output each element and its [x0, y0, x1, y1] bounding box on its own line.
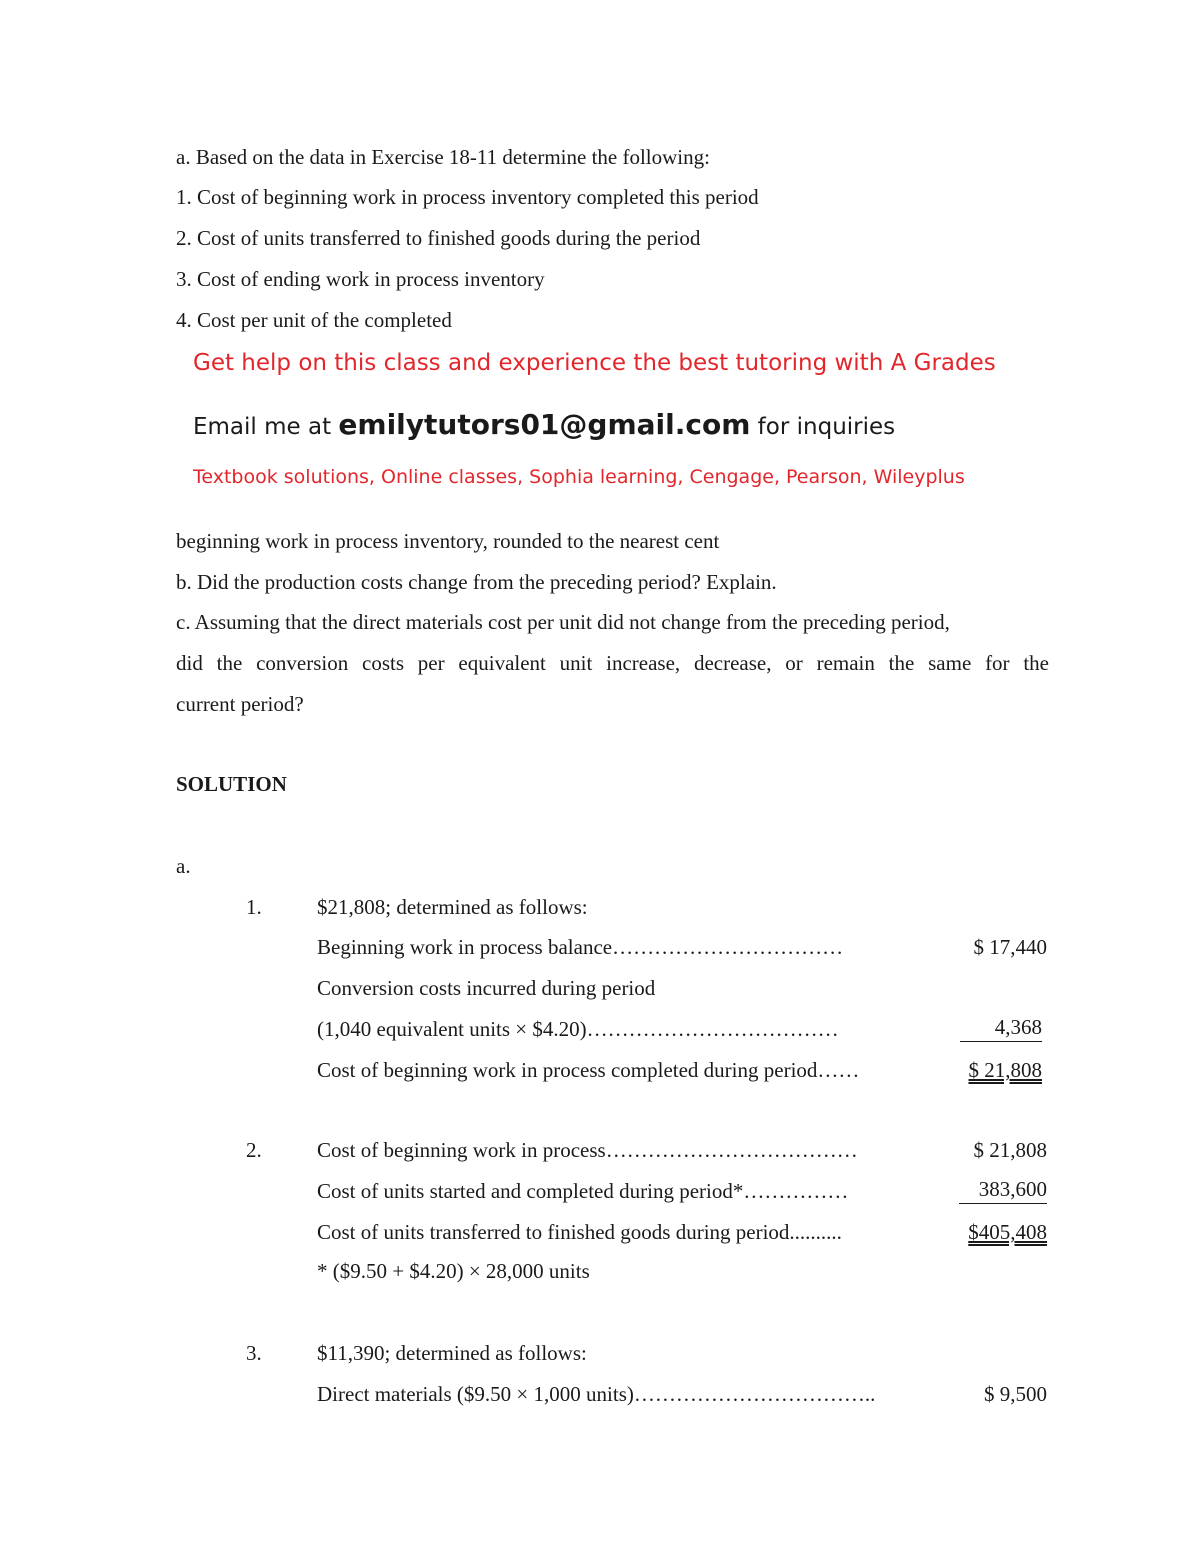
solution-2-number: 2.	[246, 1138, 262, 1162]
solution-part-label: a.	[176, 854, 191, 878]
ad-headline: Get help on this class and experience the best tutoring with A Grades	[193, 350, 996, 376]
solution-1-row-3-label: (1,040 equivalent units × $4.20)………………………………	[317, 1017, 839, 1041]
solution-2-row-3-amount: $405,408	[968, 1220, 1047, 1244]
solution-1-row-4-amount: $ 21,808	[968, 1058, 1042, 1082]
question-part-c-line-3: current period?	[176, 692, 304, 716]
ad-email-address: emilytutors01@gmail.com	[338, 408, 751, 441]
solution-1-header: $21,808; determined as follows:	[317, 895, 588, 919]
solution-3-header: $11,390; determined as follows:	[317, 1341, 587, 1365]
question-item-1: 1. Cost of beginning work in process inventory completed this period	[176, 185, 759, 209]
solution-3-row-1-amount: $ 9,500	[984, 1382, 1047, 1406]
ad-email-prefix: Email me at	[193, 414, 339, 440]
question-intro: a. Based on the data in Exercise 18-11 determine the following:	[176, 145, 710, 169]
solution-1-row-3-amount: 4,368	[960, 1016, 1042, 1042]
solution-3-number: 3.	[246, 1341, 262, 1365]
solution-2-row-2-label: Cost of units started and completed during period*……………	[317, 1179, 849, 1203]
question-part-c-line-1: c. Assuming that the direct materials cost per unit did not change from the preceding period,	[176, 610, 950, 634]
solution-1-number: 1.	[246, 895, 262, 919]
solution-1-row-2-label: Conversion costs incurred during period	[317, 976, 656, 1000]
solution-3-row-1-label: Direct materials ($9.50 × 1,000 units)……………………………..	[317, 1382, 876, 1406]
solution-1-row-4-label: Cost of beginning work in process completed during period……	[317, 1058, 860, 1082]
question-item-2: 2. Cost of units transferred to finished goods during the period	[176, 226, 701, 250]
question-item-3: 3. Cost of ending work in process inventory	[176, 267, 545, 291]
solution-heading: SOLUTION	[176, 772, 287, 796]
question-part-b: b. Did the production costs change from the preceding period? Explain.	[176, 570, 777, 594]
solution-2-row-1-amount: $ 21,808	[973, 1138, 1047, 1162]
question-part-c-line-2: did the conversion costs per equivalent unit increase, decrease, or remain the same for the	[176, 651, 1049, 675]
ad-services: Textbook solutions, Online classes, Sophia learning, Cengage, Pearson, Wileyplus	[193, 466, 965, 488]
solution-2-row-1-label: Cost of beginning work in process………………………………	[317, 1138, 858, 1162]
solution-2-note: * ($9.50 + $4.20) × 28,000 units	[317, 1259, 590, 1283]
solution-1-row-1-label: Beginning work in process balance……………………………	[317, 935, 844, 959]
solution-2-row-2-amount: 383,600	[959, 1178, 1047, 1204]
ad-email-line	[193, 408, 895, 441]
question-item-4: 4. Cost per unit of the completed	[176, 308, 452, 332]
ad-email-suffix: for inquiries	[750, 414, 896, 440]
solution-2-row-3-label: Cost of units transferred to finished goods during period..........	[317, 1220, 842, 1244]
solution-1-row-1-amount: $ 17,440	[973, 935, 1047, 959]
question-item-4-continued: beginning work in process inventory, rounded to the nearest cent	[176, 529, 720, 553]
